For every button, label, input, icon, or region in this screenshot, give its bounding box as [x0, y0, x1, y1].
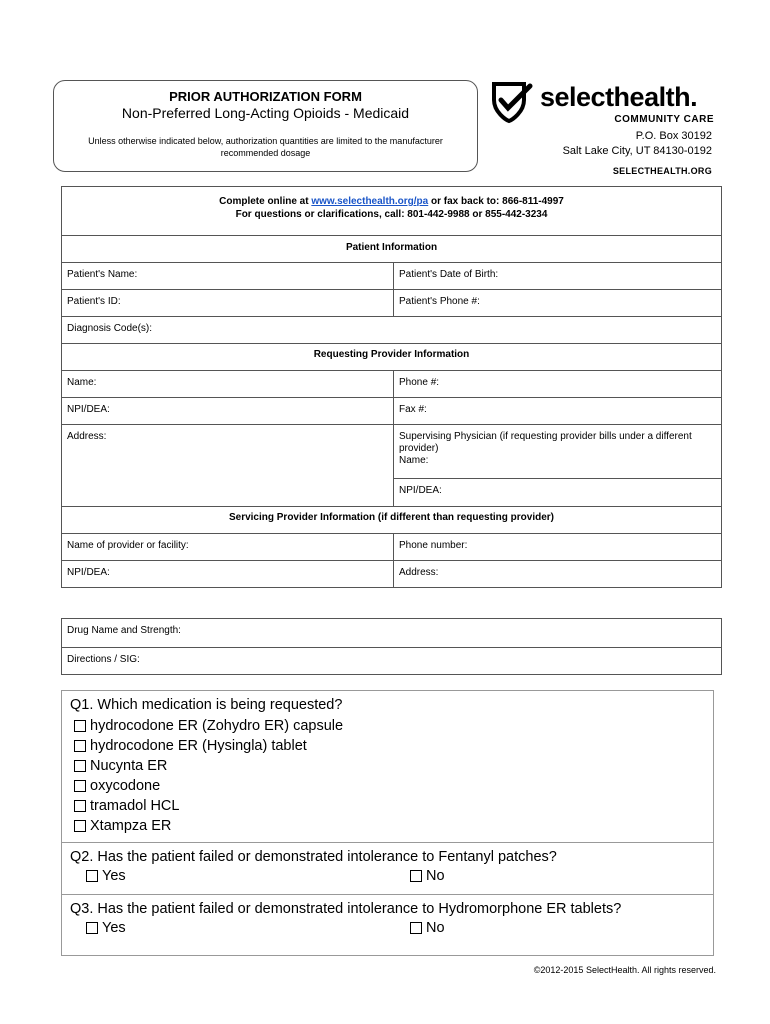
requesting-npi-field[interactable]: NPI/DEA:: [62, 398, 394, 424]
servicing-phone-field[interactable]: Phone number:: [399, 540, 468, 551]
questions-box: [61, 690, 714, 956]
q3-text: Q3. Has the patient failed or demonstrated intolerance to Hydromorphone ER tablets?: [70, 901, 622, 917]
logo-brand: selecthealth.: [540, 82, 698, 112]
requesting-heading: Requesting Provider Information: [313, 349, 470, 360]
drug-name-field[interactable]: Drug Name and Strength:: [67, 625, 181, 636]
q1-option-zohydro[interactable]: hydrocodone ER (Zohydro ER) capsule: [74, 716, 713, 736]
diagnosis-field[interactable]: Diagnosis Code(s):: [67, 323, 153, 334]
patient-id-field[interactable]: Patient's ID:: [62, 290, 394, 316]
q2-text: Q2. Has the patient failed or demonstrated intolerance to Fentanyl patches?: [70, 849, 557, 865]
form-title: PRIOR AUTHORIZATION FORM: [169, 89, 362, 104]
logo-address-2: Salt Lake City, UT 84130-0192: [562, 145, 712, 157]
logo-address-1: P.O. Box 30192: [635, 130, 712, 142]
patient-name-field[interactable]: Patient's Name:: [62, 263, 394, 289]
form-subtitle: Non-Preferred Long-Acting Opioids - Medicaid: [121, 105, 410, 121]
patient-phone-field[interactable]: Patient's Phone #:: [399, 296, 480, 307]
online-link[interactable]: www.selecthealth.org/pa: [311, 196, 429, 207]
requesting-phone-field[interactable]: Phone #:: [399, 377, 440, 388]
checkbox-icon[interactable]: [74, 740, 86, 752]
provider-info-grid: [61, 186, 722, 588]
form-title-box: [53, 80, 478, 172]
checkbox-icon[interactable]: [74, 720, 86, 732]
checkbox-icon[interactable]: [410, 922, 422, 934]
q2-yes[interactable]: Yes: [62, 868, 406, 884]
checkbox-icon[interactable]: [86, 870, 98, 882]
supervising-label: Supervising Physician (if requesting provider bills under a different provider): [399, 431, 692, 454]
servicing-heading: Servicing Provider Information (if different than requesting provider): [228, 512, 555, 523]
logo-sub: COMMUNITY CARE: [614, 114, 714, 125]
patient-heading: Patient Information: [345, 242, 438, 253]
requesting-name-field[interactable]: Name:: [62, 371, 394, 397]
supervising-name-field[interactable]: Name:: [399, 455, 429, 466]
q1-option-xtampza[interactable]: Xtampza ER: [74, 816, 713, 836]
checkbox-icon[interactable]: [74, 780, 86, 792]
selecthealth-logo: [490, 80, 720, 180]
form-note: Unless otherwise indicated below, authorization quantities are limited to the manufacturer recommended dosage: [88, 136, 443, 158]
directions-field[interactable]: Directions / SIG:: [67, 654, 140, 665]
q3-no[interactable]: No: [406, 920, 445, 936]
contact-line-2: For questions or clarifications, call: 801-442-9988 or 855-442-3234: [235, 209, 548, 220]
q3-yes[interactable]: Yes: [62, 920, 406, 936]
copyright-footer: ©2012-2015 SelectHealth. All rights reserved.: [533, 965, 716, 975]
q1-option-hysingla[interactable]: hydrocodone ER (Hysingla) tablet: [74, 736, 713, 756]
logo-site: SELECTHEALTH.ORG: [612, 166, 712, 176]
servicing-address-field[interactable]: Address:: [399, 567, 439, 578]
checkbox-icon[interactable]: [74, 800, 86, 812]
q2-no[interactable]: No: [406, 868, 445, 884]
requesting-fax-field[interactable]: Fax #:: [399, 404, 427, 415]
contact-line-1: Complete online at www.selecthealth.org/pa or fax back to: 866-811-4997: [219, 196, 564, 207]
requesting-address-field[interactable]: Address:: [62, 425, 394, 506]
servicing-name-field[interactable]: Name of provider or facility:: [62, 534, 394, 560]
checkbox-icon[interactable]: [74, 820, 86, 832]
contact-row: [62, 187, 721, 235]
drug-info-grid: [61, 618, 722, 675]
servicing-npi-field[interactable]: NPI/DEA:: [62, 561, 394, 587]
heart-check-icon: [490, 80, 536, 124]
checkbox-icon[interactable]: [86, 922, 98, 934]
patient-dob-field[interactable]: Patient's Date of Birth:: [399, 269, 499, 280]
checkbox-icon[interactable]: [410, 870, 422, 882]
checkbox-icon[interactable]: [74, 760, 86, 772]
q1-text: Q1. Which medication is being requested?: [70, 697, 343, 713]
supervising-npi-field[interactable]: NPI/DEA:: [399, 485, 442, 496]
q1-option-nucynta[interactable]: Nucynta ER: [74, 756, 713, 776]
q1-option-tramadol[interactable]: tramadol HCL: [74, 796, 713, 816]
q1-option-oxycodone[interactable]: oxycodone: [74, 776, 713, 796]
